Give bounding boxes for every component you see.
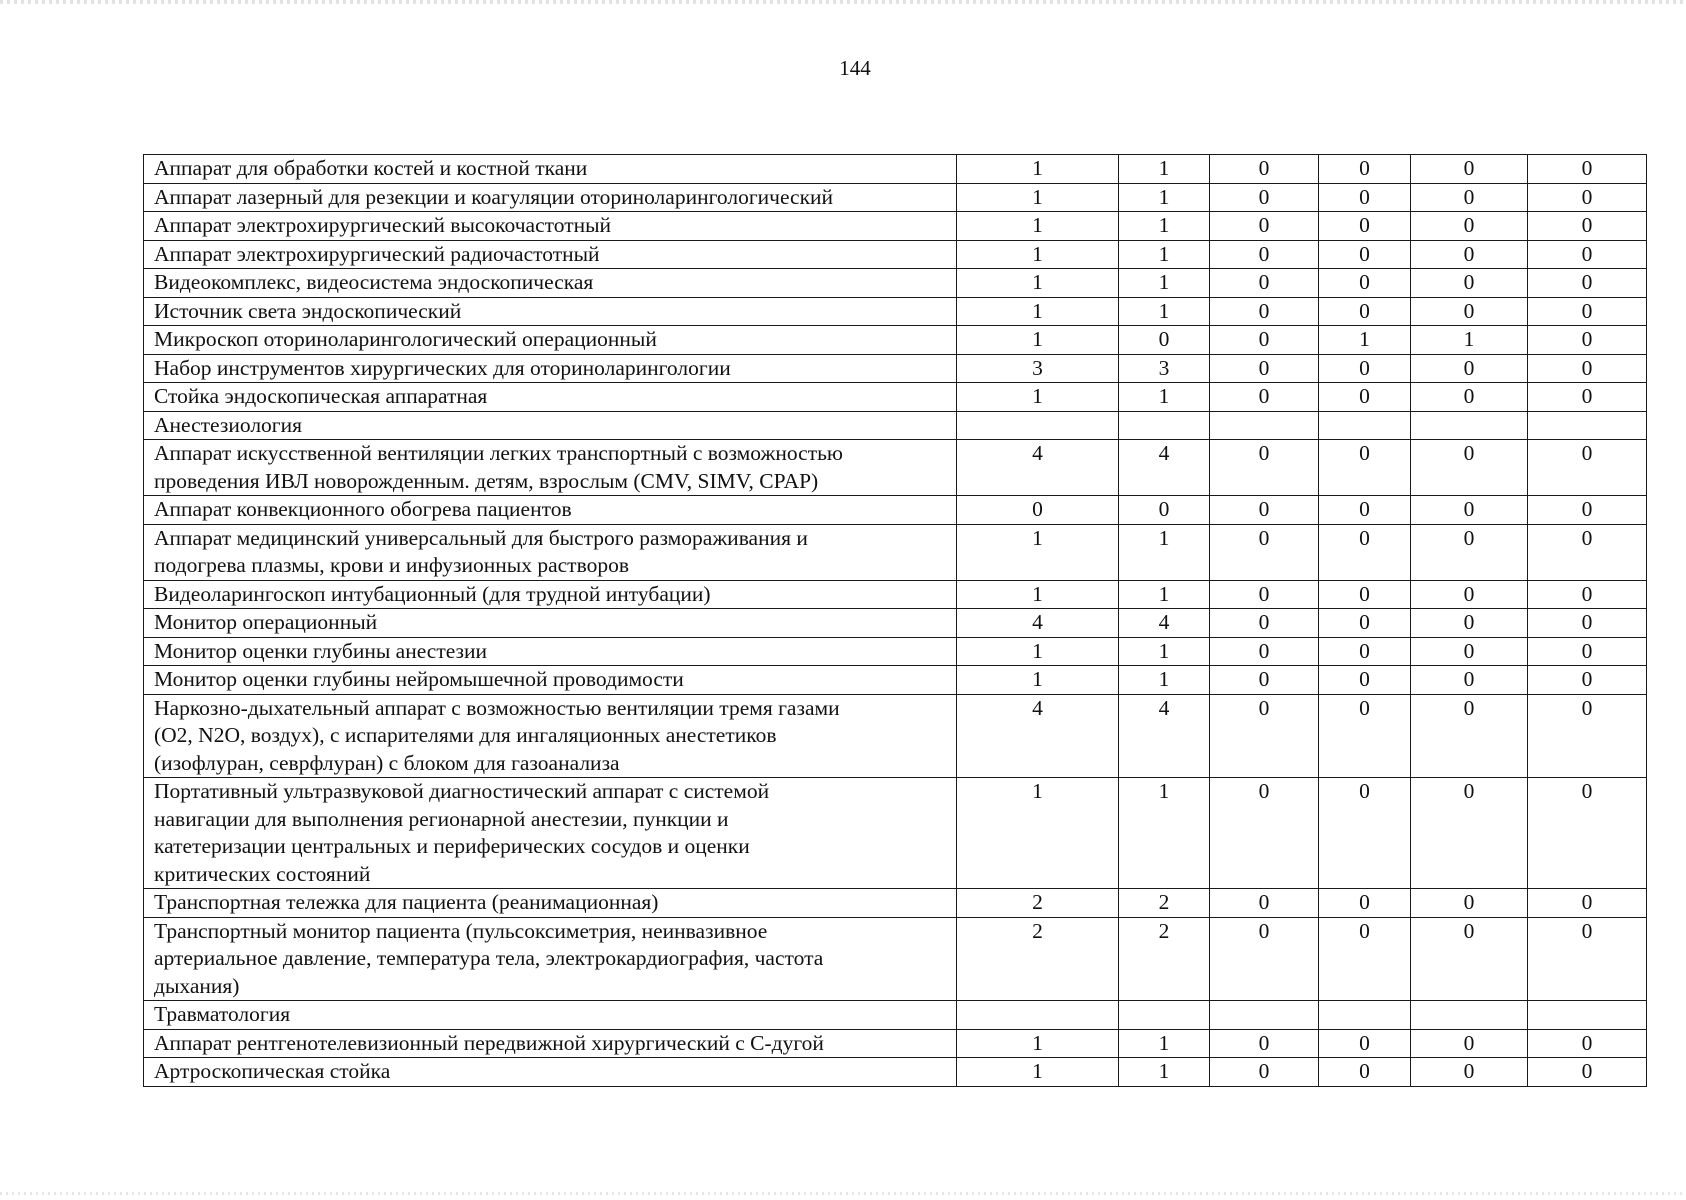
- quantity-cell: 0: [1528, 155, 1647, 184]
- table-row: [144, 694, 1647, 778]
- table-row: [144, 183, 1647, 212]
- table-row: [144, 212, 1647, 241]
- quantity-cell: [1411, 1001, 1528, 1030]
- table-row: [144, 778, 1647, 889]
- quantity-cell: 1: [957, 326, 1119, 355]
- quantity-cell: 1: [957, 155, 1119, 184]
- table-row: [144, 666, 1647, 695]
- quantity-cell: [1119, 1001, 1210, 1030]
- equipment-name-cell: Артроскопическая стойка: [144, 1058, 957, 1087]
- equipment-name-cell: Видеоларингоскоп интубационный (для трудной интубации): [144, 580, 957, 609]
- quantity-cell: [957, 411, 1119, 440]
- equipment-name-cell: Набор инструментов хирургических для оториноларингологии: [144, 354, 957, 383]
- quantity-cell: 0: [1528, 183, 1647, 212]
- quantity-cell: 1: [957, 580, 1119, 609]
- quantity-cell: 0: [1411, 269, 1528, 298]
- quantity-cell: 0: [1411, 183, 1528, 212]
- quantity-cell: 1: [957, 778, 1119, 889]
- quantity-cell: 0: [1210, 155, 1319, 184]
- quantity-cell: 0: [1319, 1058, 1411, 1087]
- table-row: [144, 411, 1647, 440]
- quantity-cell: 0: [1528, 240, 1647, 269]
- table-row: [144, 609, 1647, 638]
- quantity-cell: 0: [1411, 1058, 1528, 1087]
- quantity-cell: [1319, 411, 1411, 440]
- quantity-cell: 0: [1319, 889, 1411, 918]
- equipment-name-cell: Аппарат рентгенотелевизионный передвижной хирургический с С-дугой: [144, 1029, 957, 1058]
- quantity-cell: 0: [1411, 496, 1528, 525]
- quantity-cell: 0: [1210, 354, 1319, 383]
- quantity-cell: 0: [1210, 778, 1319, 889]
- scan-edge-top: [0, 0, 1686, 4]
- table-row: [144, 580, 1647, 609]
- quantity-cell: 0: [1210, 212, 1319, 241]
- quantity-cell: 0: [1119, 496, 1210, 525]
- equipment-name-cell: Аппарат для обработки костей и костной ткани: [144, 155, 957, 184]
- quantity-cell: 1: [1119, 580, 1210, 609]
- quantity-cell: 0: [1411, 383, 1528, 412]
- equipment-name-cell: Монитор оценки глубины анестезии: [144, 637, 957, 666]
- quantity-cell: 4: [1119, 440, 1210, 496]
- quantity-cell: 0: [1319, 212, 1411, 241]
- table-row: [144, 496, 1647, 525]
- quantity-cell: 0: [1210, 269, 1319, 298]
- quantity-cell: 1: [1119, 269, 1210, 298]
- quantity-cell: 2: [1119, 889, 1210, 918]
- quantity-cell: 0: [1210, 496, 1319, 525]
- quantity-cell: 0: [1319, 580, 1411, 609]
- quantity-cell: 1: [957, 666, 1119, 695]
- equipment-name-cell: Монитор операционный: [144, 609, 957, 638]
- quantity-cell: 0: [1411, 917, 1528, 1001]
- equipment-name-cell: Микроскоп оториноларингологический операционный: [144, 326, 957, 355]
- equipment-table-body: [144, 155, 1647, 1087]
- quantity-cell: 0: [1411, 440, 1528, 496]
- quantity-cell: 2: [1119, 917, 1210, 1001]
- equipment-name-cell: Аппарат электрохирургический высокочастотный: [144, 212, 957, 241]
- table-row: [144, 440, 1647, 496]
- quantity-cell: 0: [1210, 297, 1319, 326]
- quantity-cell: 0: [1210, 524, 1319, 580]
- equipment-name-cell: Аппарат медицинский универсальный для быстрого размораживания и подогрева плазмы, крови и инфузионных растворов: [144, 524, 957, 580]
- quantity-cell: 1: [1119, 297, 1210, 326]
- quantity-cell: 0: [1528, 524, 1647, 580]
- quantity-cell: 0: [1411, 580, 1528, 609]
- quantity-cell: 0: [1528, 297, 1647, 326]
- quantity-cell: 0: [1119, 326, 1210, 355]
- quantity-cell: [1528, 1001, 1647, 1030]
- quantity-cell: 0: [1411, 524, 1528, 580]
- quantity-cell: 1: [1119, 637, 1210, 666]
- table-row: [144, 155, 1647, 184]
- table-row: [144, 354, 1647, 383]
- quantity-cell: 0: [1319, 666, 1411, 695]
- quantity-cell: 3: [1119, 354, 1210, 383]
- table-row: [144, 637, 1647, 666]
- quantity-cell: 1: [957, 1058, 1119, 1087]
- quantity-cell: 4: [1119, 694, 1210, 778]
- table-row: [144, 297, 1647, 326]
- quantity-cell: [1119, 411, 1210, 440]
- quantity-cell: 2: [957, 917, 1119, 1001]
- quantity-cell: 0: [1411, 240, 1528, 269]
- quantity-cell: 0: [1319, 609, 1411, 638]
- table-row: [144, 240, 1647, 269]
- quantity-cell: 3: [957, 354, 1119, 383]
- quantity-cell: 0: [1319, 1029, 1411, 1058]
- table-row: [144, 1029, 1647, 1058]
- equipment-name-cell: Аппарат искусственной вентиляции легких транспортный с возможностью проведения ИВЛ новорожденным. детям, взрослым (CMV, SIMV, CPAP): [144, 440, 957, 496]
- quantity-cell: 1: [1119, 212, 1210, 241]
- quantity-cell: 1: [1119, 183, 1210, 212]
- equipment-name-cell: Видеокомплекс, видеосистема эндоскопическая: [144, 269, 957, 298]
- table-row: [144, 1001, 1647, 1030]
- quantity-cell: 0: [1528, 917, 1647, 1001]
- quantity-cell: 0: [1528, 1029, 1647, 1058]
- quantity-cell: 1: [957, 383, 1119, 412]
- scan-edge-bottom: [0, 1192, 1686, 1195]
- quantity-cell: 0: [1319, 694, 1411, 778]
- quantity-cell: 0: [1319, 269, 1411, 298]
- quantity-cell: 4: [957, 694, 1119, 778]
- quantity-cell: 0: [1210, 1058, 1319, 1087]
- quantity-cell: 1: [1119, 778, 1210, 889]
- quantity-cell: 1: [957, 297, 1119, 326]
- table-row: [144, 269, 1647, 298]
- table-row: [144, 889, 1647, 918]
- quantity-cell: 0: [1411, 354, 1528, 383]
- quantity-cell: 1: [957, 637, 1119, 666]
- quantity-cell: 0: [1411, 666, 1528, 695]
- quantity-cell: 4: [957, 609, 1119, 638]
- quantity-cell: 0: [1528, 1058, 1647, 1087]
- quantity-cell: [1210, 411, 1319, 440]
- quantity-cell: 1: [957, 1029, 1119, 1058]
- equipment-name-cell: Стойка эндоскопическая аппаратная: [144, 383, 957, 412]
- quantity-cell: 0: [1528, 637, 1647, 666]
- equipment-name-cell: Источник света эндоскопический: [144, 297, 957, 326]
- page-number: 144: [839, 56, 871, 80]
- quantity-cell: 0: [1528, 212, 1647, 241]
- quantity-cell: 0: [1319, 354, 1411, 383]
- quantity-cell: 0: [1210, 383, 1319, 412]
- quantity-cell: 0: [1411, 778, 1528, 889]
- quantity-cell: 1: [1119, 1029, 1210, 1058]
- quantity-cell: 1: [957, 212, 1119, 241]
- quantity-cell: 1: [957, 240, 1119, 269]
- quantity-cell: 0: [1528, 354, 1647, 383]
- equipment-name-cell: Транспортная тележка для пациента (реанимационная): [144, 889, 957, 918]
- equipment-name-cell: Травматология: [144, 1001, 957, 1030]
- quantity-cell: 1: [1119, 1058, 1210, 1087]
- quantity-cell: 0: [1528, 889, 1647, 918]
- quantity-cell: 0: [1210, 666, 1319, 695]
- quantity-cell: [1411, 411, 1528, 440]
- quantity-cell: 0: [1319, 383, 1411, 412]
- quantity-cell: [1528, 411, 1647, 440]
- quantity-cell: 0: [1319, 240, 1411, 269]
- quantity-cell: 0: [1210, 609, 1319, 638]
- quantity-cell: 0: [1528, 580, 1647, 609]
- quantity-cell: 0: [1210, 1029, 1319, 1058]
- quantity-cell: 0: [1411, 694, 1528, 778]
- quantity-cell: 0: [1319, 496, 1411, 525]
- quantity-cell: 1: [957, 269, 1119, 298]
- quantity-cell: 0: [1210, 917, 1319, 1001]
- quantity-cell: 1: [1119, 240, 1210, 269]
- quantity-cell: 0: [1528, 778, 1647, 889]
- quantity-cell: [1319, 1001, 1411, 1030]
- equipment-table: [143, 154, 1647, 1087]
- quantity-cell: 1: [957, 524, 1119, 580]
- equipment-name-cell: Транспортный монитор пациента (пульсоксиметрия, неинвазивное артериальное давление, температура тела, электрокардиография, частота дыхания): [144, 917, 957, 1001]
- quantity-cell: 1: [957, 183, 1119, 212]
- quantity-cell: 0: [1528, 326, 1647, 355]
- quantity-cell: 1: [1319, 326, 1411, 355]
- quantity-cell: 0: [957, 496, 1119, 525]
- equipment-name-cell: Монитор оценки глубины нейромышечной проводимости: [144, 666, 957, 695]
- quantity-cell: 4: [957, 440, 1119, 496]
- quantity-cell: 1: [1411, 326, 1528, 355]
- quantity-cell: 0: [1528, 496, 1647, 525]
- quantity-cell: 0: [1210, 183, 1319, 212]
- equipment-name-cell: Анестезиология: [144, 411, 957, 440]
- table-row: [144, 524, 1647, 580]
- quantity-cell: 0: [1528, 440, 1647, 496]
- quantity-cell: 0: [1319, 917, 1411, 1001]
- table-row: [144, 1058, 1647, 1087]
- table-row: [144, 917, 1647, 1001]
- quantity-cell: 1: [1119, 155, 1210, 184]
- quantity-cell: 0: [1528, 694, 1647, 778]
- table-row: [144, 383, 1647, 412]
- quantity-cell: 2: [957, 889, 1119, 918]
- quantity-cell: 0: [1319, 155, 1411, 184]
- quantity-cell: 0: [1319, 297, 1411, 326]
- equipment-name-cell: Наркозно-дыхательный аппарат с возможностью вентиляции тремя газами (O2, N2O, воздух), с испарителями для ингаляционных анестетиков (изофлуран, севрфлуран) с блоком для газоанализа: [144, 694, 957, 778]
- quantity-cell: 0: [1210, 240, 1319, 269]
- quantity-cell: 1: [1119, 666, 1210, 695]
- quantity-cell: 0: [1210, 440, 1319, 496]
- quantity-cell: 0: [1319, 778, 1411, 889]
- quantity-cell: 1: [1119, 524, 1210, 580]
- quantity-cell: [1210, 1001, 1319, 1030]
- quantity-cell: [957, 1001, 1119, 1030]
- quantity-cell: 0: [1411, 155, 1528, 184]
- quantity-cell: 4: [1119, 609, 1210, 638]
- quantity-cell: 0: [1411, 297, 1528, 326]
- quantity-cell: 0: [1319, 440, 1411, 496]
- quantity-cell: 0: [1528, 609, 1647, 638]
- equipment-name-cell: Аппарат конвекционного обогрева пациентов: [144, 496, 957, 525]
- quantity-cell: 0: [1411, 1029, 1528, 1058]
- quantity-cell: 0: [1210, 580, 1319, 609]
- quantity-cell: 0: [1528, 269, 1647, 298]
- equipment-name-cell: Аппарат лазерный для резекции и коагуляции оториноларингологический: [144, 183, 957, 212]
- quantity-cell: 0: [1210, 326, 1319, 355]
- quantity-cell: 0: [1411, 889, 1528, 918]
- quantity-cell: 0: [1319, 524, 1411, 580]
- quantity-cell: 0: [1528, 383, 1647, 412]
- equipment-name-cell: Аппарат электрохирургический радиочастотный: [144, 240, 957, 269]
- quantity-cell: 0: [1210, 637, 1319, 666]
- quantity-cell: 0: [1319, 183, 1411, 212]
- quantity-cell: 1: [1119, 383, 1210, 412]
- quantity-cell: 0: [1411, 637, 1528, 666]
- quantity-cell: 0: [1210, 889, 1319, 918]
- quantity-cell: 0: [1411, 609, 1528, 638]
- quantity-cell: 0: [1411, 212, 1528, 241]
- equipment-name-cell: Портативный ультразвуковой диагностический аппарат с системой навигации для выполнения регионарной анестезии, пункции и катетеризации центральных и периферических сосудов и оценки критических состояний: [144, 778, 957, 889]
- quantity-cell: 0: [1319, 637, 1411, 666]
- quantity-cell: 0: [1210, 694, 1319, 778]
- quantity-cell: 0: [1528, 666, 1647, 695]
- table-row: [144, 326, 1647, 355]
